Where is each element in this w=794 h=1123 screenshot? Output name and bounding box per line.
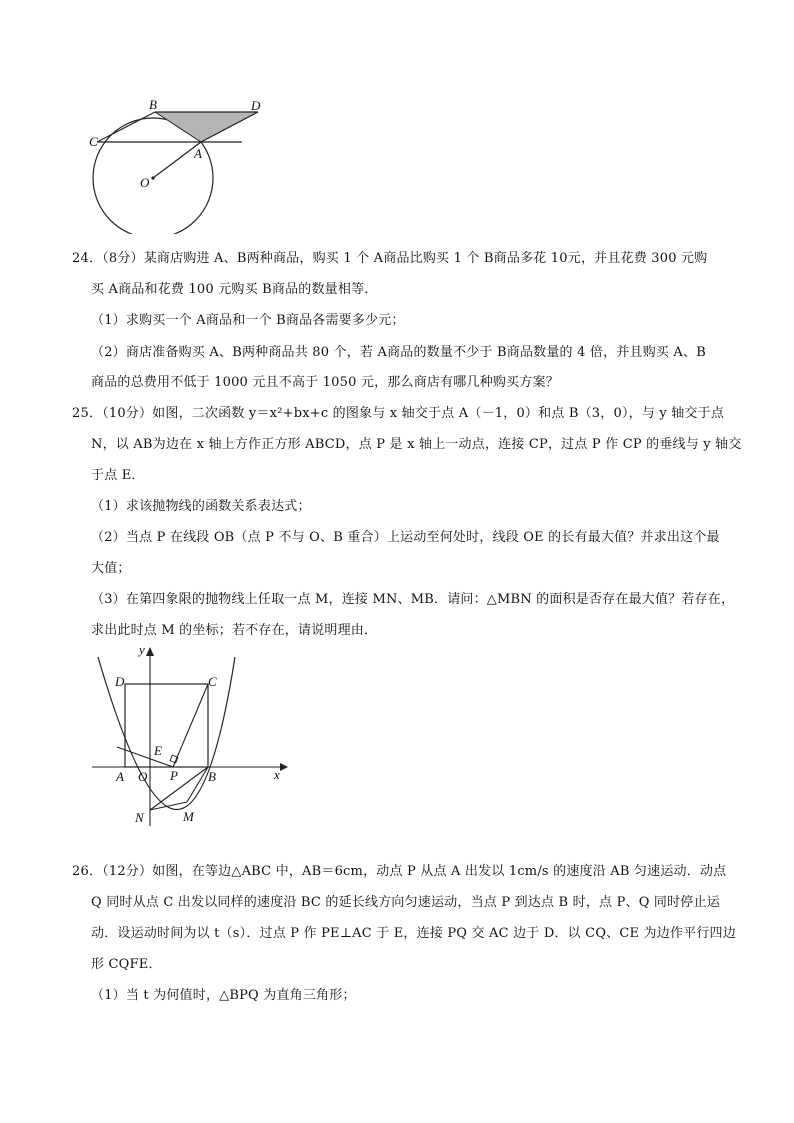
q25-line-1: 25．（10分）如图，二次函数 y＝x²+bx+c 的图象与 x 轴交于点 A（－1，0）和点 B（3，0），与 y 轴交于点 [72, 406, 725, 421]
q25-line-3: 于点 E． [91, 468, 145, 483]
label-p: P [170, 768, 178, 783]
label-o: O [138, 769, 148, 784]
y-axis-arrow [146, 647, 154, 656]
shaded-region [155, 112, 258, 142]
segment-mb [187, 767, 208, 802]
segment-cp [173, 684, 208, 767]
figure-parabola [84, 642, 294, 834]
label-n: N [135, 810, 144, 825]
q25-part-2-line-1: （2）当点 P 在线段 OB（点 P 不与 O、B 重合）上运动至何处时，线段 OE 的长有最大值？并求出这个最 [91, 530, 720, 545]
q26-part-1: （1）当 t 为何值时，△BPQ 为直角三角形； [91, 988, 356, 1003]
label-c: C [89, 134, 98, 149]
segment-cb [97, 112, 155, 142]
q26-line-3: 动．设运动时间为以 t（s）．过点 P 作 PE⊥AC 于 E，连接 PQ 交 AC 边于 D．以 CQ、CE 为边作平行四边 [91, 926, 736, 941]
q26-line-2: Q 同时从点 C 出发以同样的速度沿 BC 的延长线方向匀速运动，当点 P 到达点 B 时，点 P、Q 同时停止运 [91, 895, 720, 910]
label-o: O [140, 175, 150, 190]
q26-line-1: 26．（12分）如图，在等边△ABC 中，AB＝6cm，动点 P 从点 A 出发以 1cm/s 的速度沿 AB 匀速运动．动点 [72, 864, 727, 879]
x-axis-arrow [280, 763, 288, 771]
point-o [151, 176, 154, 179]
figure-parabola-svg [84, 642, 294, 834]
q25-part-2-line-2: 大值； [91, 561, 131, 576]
label-b: B [149, 97, 157, 112]
q25-part-3-line-1: （3）在第四象限的抛物线上任取一点 M，连接 MN、MB．请问：△MBN 的面积是否存在最大值？若存在， [91, 592, 735, 607]
label-m: M [183, 809, 194, 824]
q24-part-1: （1）求购买一个 A商品和一个 B商品各需要多少元； [91, 313, 405, 328]
q25-line-2: N，以 AB为边在 x 轴上方作正方形 ABCD，点 P 是 x 轴上一动点，连接 CP，过点 P 作 CP 的垂线与 y 轴交 [91, 437, 742, 452]
q24-part-2-line-2: 商品的总费用不低于 1000 元且不高于 1050 元，那么商店有哪几种购买方案？ [91, 375, 559, 390]
q26-line-4: 形 CQFE． [91, 957, 162, 972]
label-d: D [251, 98, 261, 113]
q24-line-1: 24．（8分）某商店购进 A、B两种商品，购买 1 个 A商品比购买 1 个 B商品多花 10元，并且花费 300 元购 [72, 251, 708, 266]
q24-line-2: 买 A商品和花费 100 元购买 B商品的数量相等． [91, 282, 378, 297]
label-d: D [115, 674, 125, 689]
figure-circle-svg [84, 94, 284, 234]
figure-circle [84, 94, 284, 234]
label-a: A [116, 769, 124, 784]
label-x: x [274, 767, 280, 782]
label-y: y [139, 642, 145, 657]
label-c: C [208, 674, 217, 689]
label-b: B [208, 769, 216, 784]
label-a: A [194, 146, 202, 161]
q24-part-2-line-1: （2）商店准备购买 A、B两种商品共 80 个，若 A商品的数量不少于 B商品数量的 4 倍，并且购买 A、B [91, 345, 706, 360]
label-e: E [154, 743, 162, 758]
q25-part-1: （1）求该抛物线的函数关系表达式； [91, 499, 311, 514]
q25-part-3-line-2: 求出此时点 M 的坐标；若不存在，请说明理由． [91, 623, 378, 638]
